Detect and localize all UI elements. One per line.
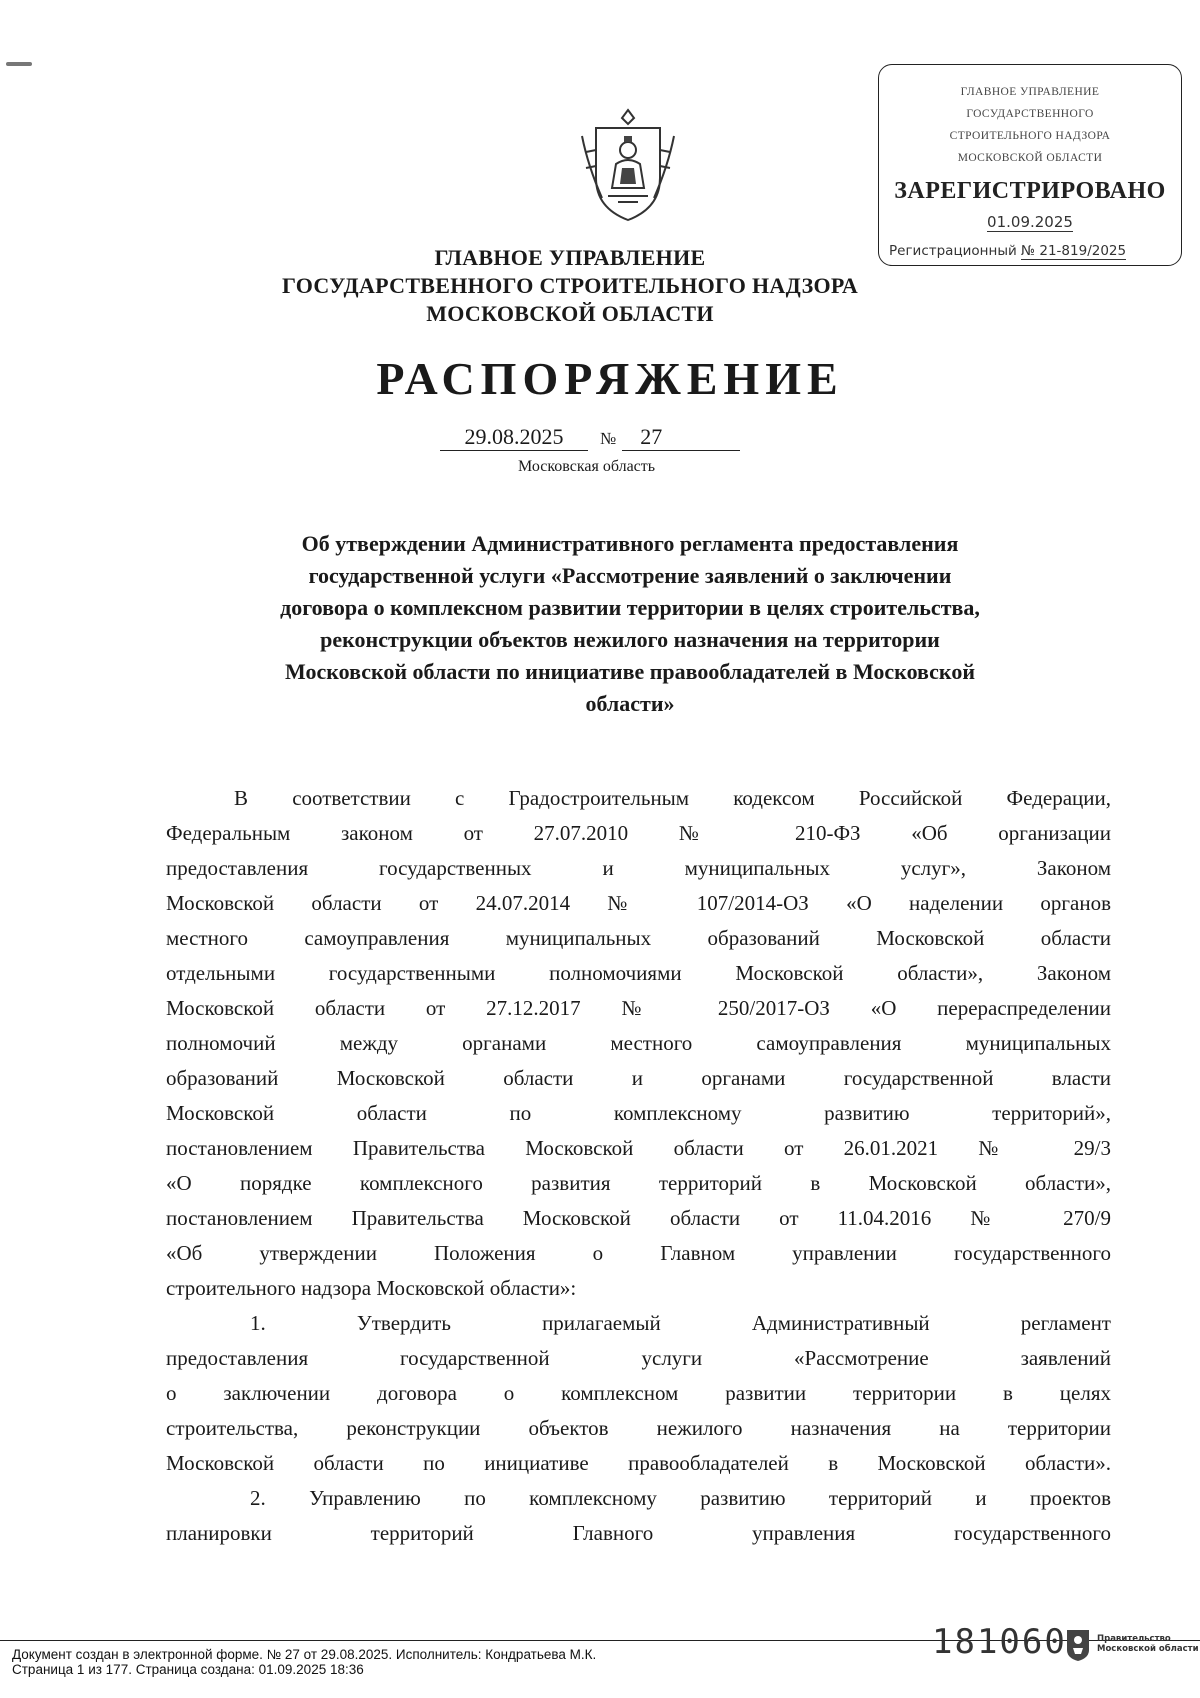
body-line: 1. Утвердить прилагаемый Административный регламент [250,1311,1111,1335]
body-line: строительного надзора Московской области»: [166,1276,577,1300]
number-sign: № [600,429,617,448]
stamp-org-line: ГОСУДАРСТВЕННОГО [966,108,1094,120]
heading-line: Московской области по инициативе правообладателей в Московской [285,659,975,684]
heading-line: договора о комплексном развитии территории в целях строительства, [280,595,980,620]
stamp-title: ЗАРЕГИСТРИРОВАНО [894,178,1166,204]
stamp-reg-label: Регистрационный [889,243,1017,259]
stamp-date [879,213,1181,231]
government-label [1097,1634,1199,1654]
document-date: 29.08.2025 [440,424,588,451]
body-line: образований Московской области и органами государственной власти [166,1066,1111,1090]
body-line: «Об утверждении Положения о Главном управлении государственного [166,1241,1111,1265]
date-number-row [440,424,740,451]
stamp-reg-number: № 21-819/2025 [1021,243,1127,259]
body-line: предоставления государственной услуги «Рассмотрение заявлений [166,1346,1111,1370]
heading-line: реконструкции объектов нежилого назначения на территории [320,627,940,652]
government-logo-icon [1065,1628,1091,1662]
footer-line-1: Документ создан в электронной форме. № 27 от 29.08.2025. Исполнитель: Кондратьева М.К. [12,1647,597,1662]
stamp-org-line: МОСКОВСКОЙ ОБЛАСТИ [957,152,1103,164]
body-line: постановлением Правительства Московской области от 11.04.2016 № 270/9 [166,1206,1111,1230]
body-line: планировки территорий Главного управления государственного [166,1521,1111,1545]
body-line: о заключении договора о комплексном развитии территории в целях [166,1381,1111,1405]
government-label-line: Правительство [1097,1634,1171,1644]
body-line: Федеральным законом от 27.07.2010 № 210-ФЗ «Об организации [166,821,1111,845]
footer-info [12,1647,596,1677]
body-line: строительства, реконструкции объектов нежилого назначения на территории [166,1416,1111,1440]
body-line: Московской области по комплексному развитию территорий», [166,1101,1111,1125]
document-code: 181060 [932,1622,1067,1662]
body-line: В соответствии с Градостроительным кодексом Российской Федерации, [234,786,1111,810]
body-line: Московской области от 27.12.2017 № 250/2017-ОЗ «О перераспределении [166,996,1111,1020]
heading-line: Об утверждении Административного регламента предоставления [301,531,959,556]
heading-line: области» [585,691,675,716]
body-line: Московской области по инициативе правообладателей в Московской области». [166,1451,1111,1475]
document-type: РАСПОРЯЖЕНИЕ [376,353,844,404]
body-line: «О порядке комплексного развития территорий в Московской области», [166,1171,1111,1195]
document-number: 27 [622,424,740,451]
footer-line-2: Страница 1 из 177. Страница создана: 01.09.2025 18:36 [12,1662,364,1677]
org-line-3: МОСКОВСКОЙ ОБЛАСТИ [426,301,714,326]
body-line: полномочий между органами местного самоуправления муниципальных [166,1031,1111,1055]
stamp-org-line: ГЛАВНОЕ УПРАВЛЕНИЕ [960,86,1100,98]
stamp-org-line: СТРОИТЕЛЬНОГО НАДЗОРА [949,130,1111,142]
coat-of-arms-icon [578,106,678,224]
body-line: Московской области от 24.07.2014 № 107/2014-ОЗ «О наделении органов [166,891,1111,915]
stamp-org [879,81,1181,169]
body-line: постановлением Правительства Московской области от 26.01.2021 № 29/3 [166,1136,1111,1160]
government-label-line: Московской области [1097,1644,1199,1654]
org-line-1: ГЛАВНОЕ УПРАВЛЕНИЕ [434,245,706,270]
document-place: Московская область [518,458,656,475]
heading-line: государственной услуги «Рассмотрение заявлений о заключении [308,563,952,588]
body-line: предоставления государственных и муниципальных услуг», Законом [166,856,1111,880]
stamp-date-value: 01.09.2025 [987,213,1073,231]
body-line: местного самоуправления муниципальных образований Московской области [166,926,1111,950]
scan-mark [6,62,32,66]
org-line-2: ГОСУДАРСТВЕННОГО СТРОИТЕЛЬНОГО НАДЗОРА [281,273,859,298]
registration-stamp [878,64,1182,266]
body-line: отдельными государственными полномочиями Московской области», Законом [166,961,1111,985]
body-line: 2. Управлению по комплексному развитию территорий и проектов [250,1486,1111,1510]
document-heading [180,528,1080,720]
